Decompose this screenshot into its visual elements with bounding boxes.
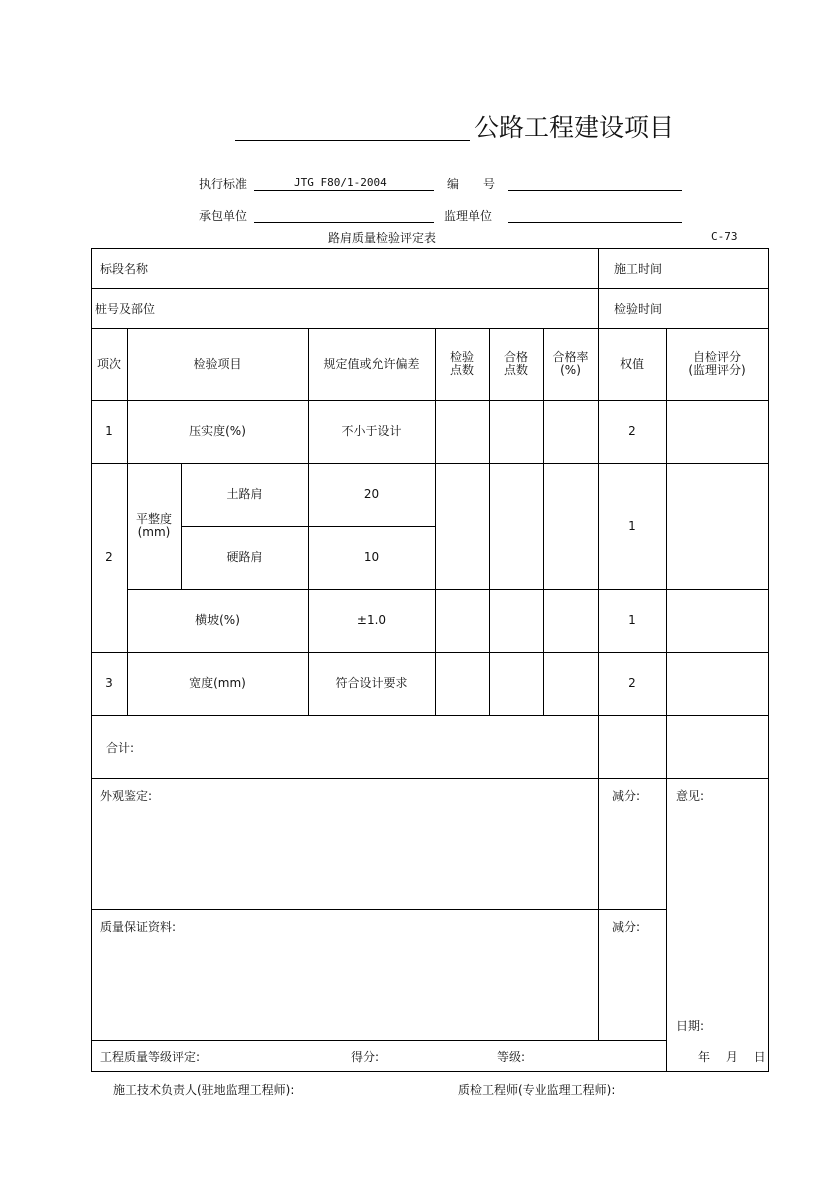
header-item: 检验项目	[193, 356, 242, 371]
row2c-spec: ±1.0	[356, 613, 387, 628]
section-name-label: 标段名称	[100, 262, 149, 276]
header-check-points: 检验 点数	[449, 350, 474, 377]
row1-item: 压实度(%)	[189, 424, 246, 439]
row3-weight: 2	[628, 676, 636, 691]
row2-group: 平整度 (mm)	[135, 512, 172, 539]
inspection-time-label: 检验时间	[614, 302, 663, 316]
opinion-label: 意见:	[676, 789, 705, 803]
standard-value[interactable]: JTG F80/1-2004	[294, 176, 387, 189]
header-pass-rate: 合格率 (%)	[552, 350, 589, 377]
standard-line	[254, 190, 434, 191]
row1-no: 1	[105, 424, 113, 439]
grade-label: 等级:	[497, 1050, 526, 1064]
row2a-item: 土路肩	[226, 487, 263, 502]
row3-spec: 符合设计要求	[335, 676, 408, 691]
supervisor-label: 监理单位	[444, 209, 493, 223]
supervisor-field[interactable]	[508, 222, 682, 223]
deduct-docs-label: 减分:	[612, 920, 641, 934]
station-label: 桩号及部位	[95, 302, 156, 316]
construction-time-label: 施工时间	[614, 262, 663, 276]
standard-label: 执行标准	[199, 177, 248, 191]
page-title: 公路工程建设项目	[474, 113, 675, 142]
header-weight: 权值	[619, 356, 644, 371]
footer-left-signature: 施工技术负责人(驻地监理工程师):	[113, 1083, 295, 1097]
row3-item: 宽度(mm)	[189, 676, 246, 691]
contractor-label: 承包单位	[199, 209, 248, 223]
row3-no: 3	[105, 676, 113, 691]
row2c-weight: 1	[628, 613, 636, 628]
row2b-spec: 10	[363, 550, 380, 565]
header-spec: 规定值或允许偏差	[323, 356, 420, 371]
header-item-no: 项次	[96, 356, 121, 371]
row2c-item: 横坡(%)	[195, 613, 240, 628]
date-label: 日期:	[676, 1019, 705, 1033]
row1-weight: 2	[628, 424, 636, 439]
total-label: 合计:	[106, 741, 135, 755]
number-label: 编 号	[447, 177, 496, 191]
score-label: 得分:	[351, 1050, 380, 1064]
row2a-spec: 20	[363, 487, 380, 502]
project-name-line[interactable]	[235, 140, 470, 141]
deduct-appearance-label: 减分:	[612, 789, 641, 803]
header-pass-points: 合格 点数	[503, 350, 528, 377]
row2-no: 2	[105, 550, 113, 565]
quality-docs-label: 质量保证资料:	[100, 920, 177, 934]
form-code: C-73	[711, 230, 738, 243]
form-title: 路肩质量检验评定表	[328, 231, 437, 245]
row1-spec: 不小于设计	[341, 424, 402, 439]
contractor-field[interactable]	[254, 222, 434, 223]
appearance-label: 外观鉴定:	[100, 789, 153, 803]
header-self-score: 自检评分 (监理评分)	[688, 350, 746, 377]
row2b-item: 硬路肩	[226, 550, 263, 565]
number-field[interactable]	[508, 190, 682, 191]
grade-eval-label: 工程质量等级评定:	[100, 1050, 201, 1064]
row2-weight: 1	[628, 518, 636, 533]
footer-right-signature: 质检工程师(专业监理工程师):	[458, 1083, 616, 1097]
date-ymd: 年 月 日	[698, 1050, 766, 1064]
